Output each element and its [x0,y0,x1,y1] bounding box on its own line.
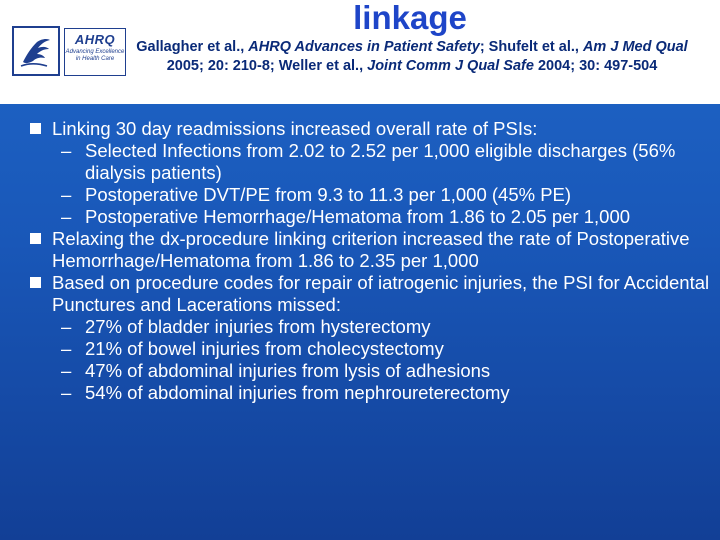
citation-part-3: 2005; 20: 210-8; Weller et al., [166,58,368,74]
sub-bullet-text: 27% of bladder injuries from hysterectomy [85,316,431,337]
bullet-square-icon [30,233,41,244]
sub-bullet-item [30,316,710,338]
sub-bullet-item [30,184,710,206]
dash-icon: – [61,206,72,227]
citation-journal-2: Am J Med Qual [582,39,688,55]
citation-part-2: ; Shufelt et al., [479,39,583,55]
sub-bullet-text: Postoperative DVT/PE from 9.3 to 11.3 per 1,000 (45% PE) [85,184,572,205]
dash-icon: – [61,316,72,337]
sub-bullet-text: Selected Infections from 2.02 to 2.52 per 1,000 eligible discharges (56% dialysis patients) [85,140,676,183]
bullet-item [30,228,710,272]
dash-icon: – [61,360,72,381]
sub-bullet-item [30,140,710,184]
bullet-text: Based on procedure codes for repair of iatrogenic injuries, the PSI for Accidental Punctures and Lacerations missed: [52,272,710,315]
citation-journal-3: Joint Comm J Qual Safe [367,58,534,74]
dash-icon: – [61,184,72,205]
sub-bullet-text: 21% of bowel injuries from cholecystectomy [85,338,444,359]
bullet-text: Relaxing the dx-procedure linking criterion increased the rate of Postoperative Hemorrhage/Hematoma from 1.86 to 2.35 per 1,000 [52,228,690,271]
slide-header [0,0,720,104]
dash-icon: – [61,382,72,403]
citation-part-4: 2004; 30: 497-504 [533,58,658,74]
citation-part-1: Gallagher et al., [136,39,249,55]
dash-icon: – [61,140,72,161]
citation-journal-1: AHRQ Advances in Patient Safety [248,39,480,55]
slide-title: linkage [353,0,467,36]
sub-bullet-text: 47% of abdominal injuries from lysis of adhesions [85,360,491,381]
sub-bullet-item [30,338,710,360]
ahrq-logo-mark: AHRQ [74,32,116,47]
bullet-item [30,272,710,316]
bullet-item [30,118,710,140]
sub-bullet-text: Postoperative Hemorrhage/Hematoma from 1.86 to 2.05 per 1,000 [85,206,631,227]
sub-bullet-text: 54% of abdominal injuries from nephroureterectomy [85,382,510,403]
ahrq-logo [64,28,126,76]
bullet-square-icon [30,277,41,288]
bullet-text: Linking 30 day readmissions increased overall rate of PSIs: [52,118,538,139]
hhs-seal-logo [12,26,60,76]
eagle-icon [17,32,55,70]
dash-icon: – [61,338,72,359]
bullet-list [30,118,710,404]
sub-bullet-item [30,360,710,382]
citation-line [128,38,696,76]
sub-bullet-item [30,206,710,228]
sub-bullet-item [30,382,710,404]
ahrq-logo-tagline: Advancing Excellence in Health Care [65,49,125,62]
bullet-square-icon [30,123,41,134]
